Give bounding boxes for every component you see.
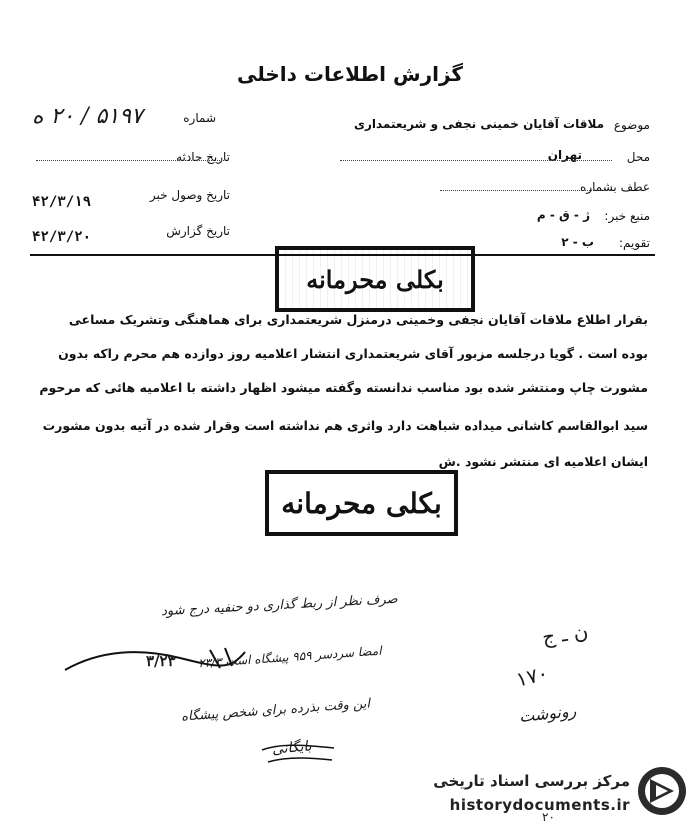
- report-date-label: تاریخ گزارش: [166, 224, 230, 238]
- number-value: ۵۱۹۷ / ۲۰ ه: [32, 104, 143, 129]
- signature: بایگانی: [271, 738, 313, 758]
- classification-stamp-main: [265, 470, 458, 536]
- document-title: گزارش اطلاعات داخلی: [236, 62, 464, 86]
- watermark-fa: مرکز بررسی اسناد تاریخی: [433, 772, 630, 790]
- receive-date-value: ۴۲/۳/۱۹: [32, 194, 92, 210]
- ref-label: عطف بشماره: [580, 180, 650, 194]
- stamp-main-text: بکلی محرمانه: [281, 486, 442, 520]
- handwritten-note-3: این وقت بذرده برای شخص پیشگاه: [180, 696, 371, 725]
- body-line-1: بقرار اطلاع ملاقات آقایان نجفی وخمینی درمنزل شریعتمداری برای هماهنگی وتشریک مساعی: [68, 312, 648, 327]
- rating-value: ب - ۲: [561, 235, 594, 249]
- page-mark: ۲۰: [542, 810, 555, 824]
- place-line: [340, 160, 612, 161]
- handwritten-note-4: ۳/۲۳: [146, 652, 176, 670]
- margin-note-3: رونوشت: [517, 701, 577, 726]
- handwritten-note-1: صرف نظر از ربط گذاری دو حنفیه درج شود: [161, 591, 399, 620]
- watermark-en: historydocuments.ir: [449, 796, 630, 814]
- number-label: شماره: [183, 111, 216, 125]
- margin-note-1: ن ـ ج: [540, 618, 590, 650]
- place-label: محل: [626, 150, 650, 164]
- source-label: منبع خبر:: [604, 209, 650, 223]
- margin-note-2: ۱۷۰: [513, 660, 551, 692]
- event-date-label: تاریخ حادثه: [176, 150, 230, 164]
- signature-underline: [258, 742, 338, 772]
- stamp-top-text: بکلی محرمانه: [306, 264, 444, 294]
- body-line-4: سید ابوالقاسم کاشانی میداده شباهت دارد واثری هم نداشته است وقرار شده در آتیه بدون مشورت: [42, 418, 648, 433]
- classification-stamp-top: [275, 246, 475, 312]
- body-line-2: بوده است . گویا درجلسه مزبور آقای شریعتمداری انتشار اعلامیه روز دوازده هم محرم راکه بدون: [58, 346, 648, 361]
- ref-line: [440, 190, 610, 191]
- subject-value: ملاقات آقایان خمینی نجفی و شریعتمداری: [353, 117, 604, 131]
- place-value: تهران: [547, 148, 582, 162]
- rating-label: تقویم:: [619, 236, 650, 250]
- body-line-5: ایشان اعلامیه ای منتشر نشود .ش: [438, 454, 648, 469]
- event-date-line: [36, 160, 226, 161]
- report-date-value: ۴۲/۳/۲۰: [32, 229, 92, 245]
- subject-label: موضوع: [613, 118, 650, 132]
- receive-date-label: تاریخ وصول خبر: [149, 188, 230, 202]
- source-value: ژ - ق - م: [536, 208, 590, 222]
- body-line-3: مشورت چاپ ومنتشر شده بود مناسب ندانسته وگفته میشود اظهار داشته با اعلامیه هائی که مرحوم: [39, 380, 648, 395]
- watermark-logo-icon: [636, 765, 688, 817]
- handwritten-note-2: امضا سردسر ۹۵۹ پیشگاه است ۲۳/۳: [197, 643, 383, 671]
